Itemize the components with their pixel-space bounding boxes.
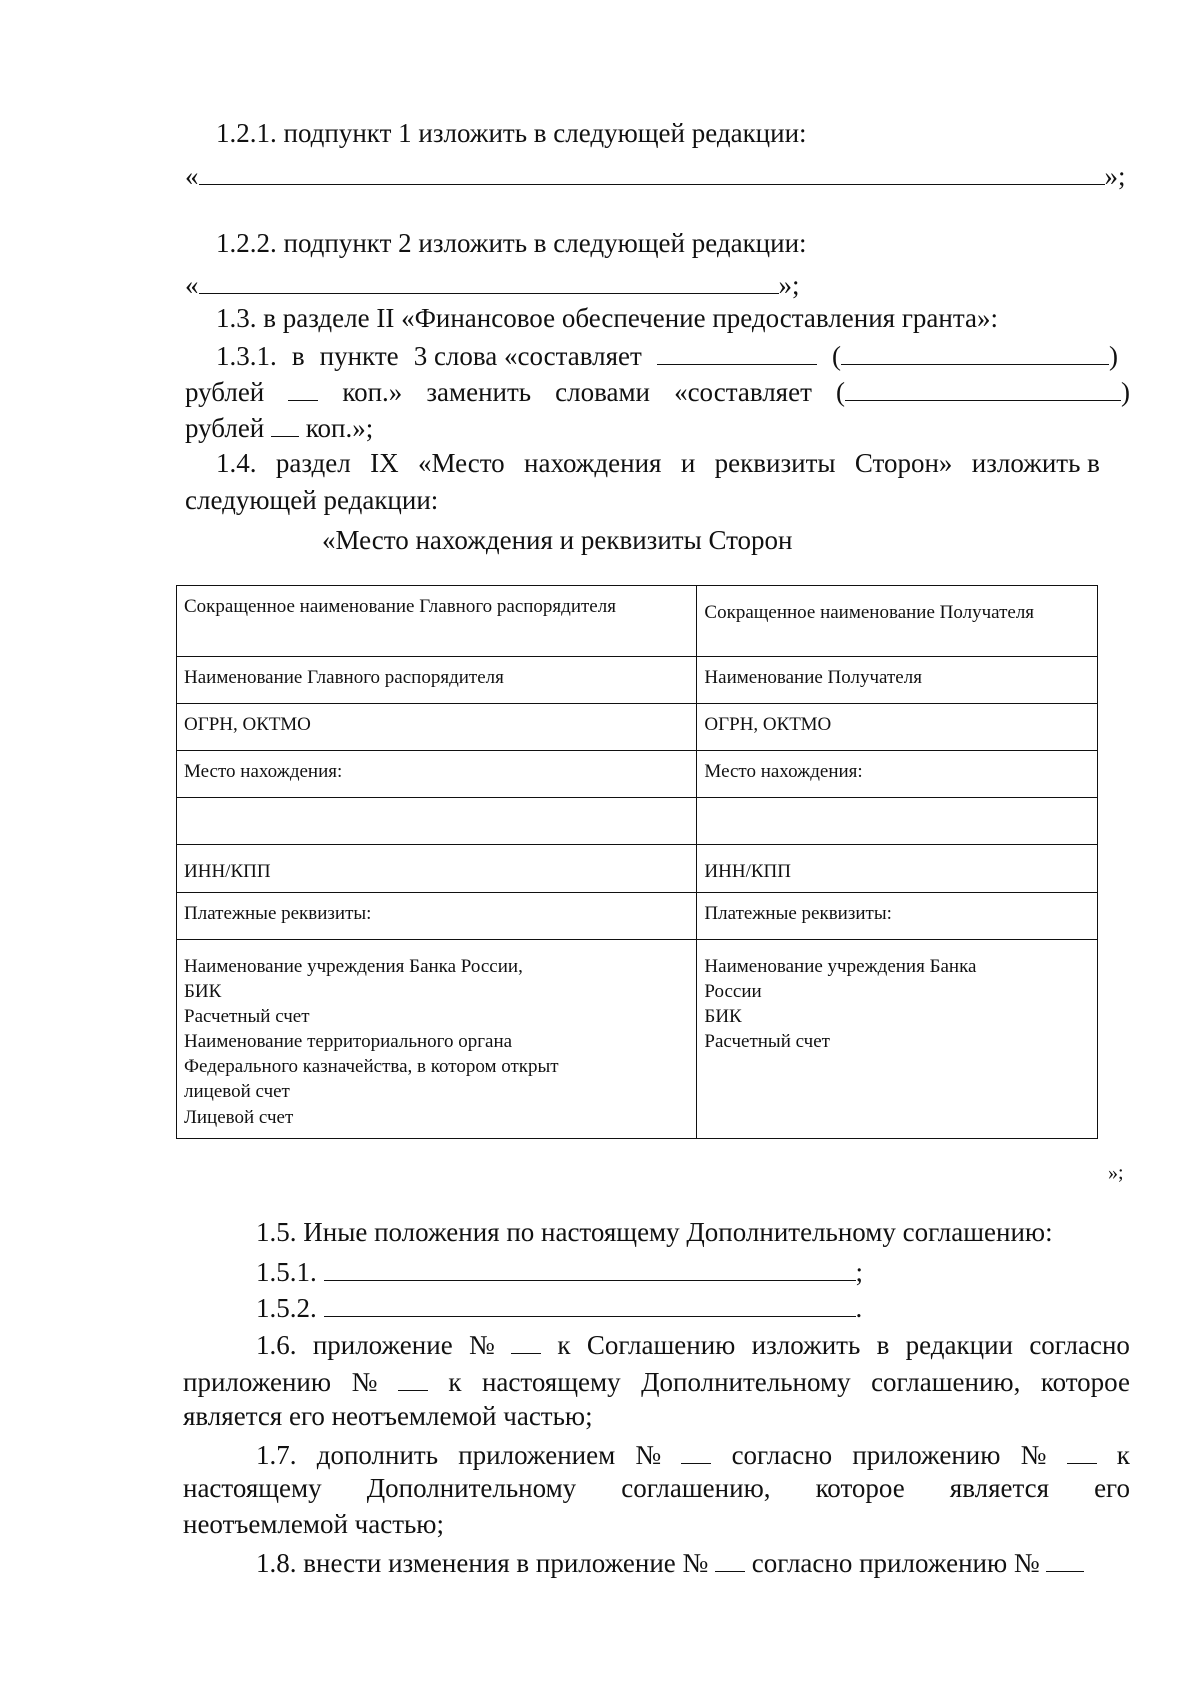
table-cell: ИНН/КПП <box>697 845 1098 893</box>
text: Дополнительному <box>641 1367 851 1397</box>
table-cell: Место нахождения: <box>697 751 1098 798</box>
table-row <box>177 940 1098 1139</box>
text: 3 слова «составляет <box>413 341 642 371</box>
text: 1.8. внести изменения в приложение № <box>256 1548 709 1578</box>
text: реквизиты <box>714 448 836 478</box>
table-cell: Платежные реквизиты: <box>697 893 1098 940</box>
number-blank <box>398 1366 428 1391</box>
paren: ( <box>832 341 841 371</box>
text: IX <box>370 448 399 478</box>
paragraph-1-7-line-3: неотъемлемой частью; <box>183 1509 444 1539</box>
paragraph-1-3-1-line-3 <box>185 412 373 442</box>
text: которое <box>815 1473 905 1503</box>
paragraph-1-2-1-fill <box>185 160 1126 190</box>
text: и <box>680 448 696 478</box>
text: 1.6. <box>256 1330 297 1360</box>
paragraph-1-4-line-1 <box>216 450 1100 477</box>
number-blank <box>1067 1439 1097 1464</box>
text: согласно приложению № <box>751 1548 1040 1578</box>
table-cell: Наименование Главного распорядителя <box>177 657 697 704</box>
table-title: «Место нахождения и реквизиты Сторон <box>322 525 793 555</box>
text: коп.»; <box>305 413 374 443</box>
open-quote: « <box>185 161 199 191</box>
paragraph-1-5: 1.5. Иные положения по настоящему Дополнительному соглашению: <box>256 1217 1053 1247</box>
text: 1.4. <box>216 448 257 478</box>
text: раздел <box>275 448 351 478</box>
text: настоящему <box>183 1473 322 1503</box>
text: приложению <box>183 1367 332 1397</box>
text: «составляет <box>674 377 812 407</box>
fill-blank <box>199 160 1105 185</box>
text: Лицевой счет <box>184 1106 294 1128</box>
paragraph-1-6-line-2 <box>183 1366 1130 1396</box>
text: . <box>855 1293 863 1323</box>
text: Наименование учреждения Банка <box>704 956 977 978</box>
text: является <box>949 1473 1050 1503</box>
table-row <box>177 751 1098 798</box>
open-quote: « <box>185 270 199 300</box>
amount-words-blank <box>841 340 1109 365</box>
paragraph-1-2-2: 1.2.2. подпункт 2 изложить в следующей редакции: <box>216 228 807 258</box>
table-cell <box>697 798 1098 845</box>
text: России <box>704 981 762 1003</box>
paragraph-1-4-line-2: следующей редакции: <box>185 485 439 515</box>
text: рублей <box>185 413 265 443</box>
text: рублей <box>185 377 265 407</box>
kop-blank <box>271 412 299 437</box>
paragraph-1-3-1-line-2 <box>185 376 1130 406</box>
requisites-table <box>176 585 1098 1139</box>
paragraph-1-7-line-1 <box>256 1439 1130 1469</box>
table-cell-bank-right <box>697 940 1098 1139</box>
table-row <box>177 893 1098 940</box>
text: Наименование учреждения Банка России, <box>184 956 523 978</box>
text: № <box>1020 1440 1047 1470</box>
amount-words-blank <box>845 376 1121 401</box>
table-cell <box>177 798 697 845</box>
table-row <box>177 657 1098 704</box>
number-blank <box>715 1547 745 1572</box>
text: № <box>351 1367 378 1397</box>
text: настоящему <box>481 1367 621 1397</box>
close-quote: »; <box>1104 161 1126 191</box>
text: к <box>448 1367 462 1397</box>
text: приложением <box>458 1440 616 1470</box>
table-row <box>177 798 1098 845</box>
text: редакции <box>905 1330 1013 1360</box>
text: коп.» <box>342 377 403 407</box>
text: Сторон» <box>854 448 953 478</box>
table-row <box>177 586 1098 657</box>
text: 1.7. <box>256 1440 297 1470</box>
text: изложить в <box>971 448 1100 478</box>
table-cell: Сокращенное наименование Получателя <box>697 586 1098 657</box>
table-cell: ИНН/КПП <box>177 845 697 893</box>
text: соглашению, <box>871 1367 1021 1397</box>
fill-blank <box>324 1292 856 1317</box>
kop-blank <box>288 376 318 401</box>
table-close-mark: »; <box>1108 1162 1124 1184</box>
table-row <box>177 845 1098 893</box>
fill-blank <box>199 269 779 294</box>
text: Соглашению <box>586 1330 736 1360</box>
text: которое <box>1040 1367 1130 1397</box>
paren: ( <box>835 377 845 407</box>
text: согласно <box>1029 1330 1130 1360</box>
text: 1.3.1. <box>216 341 277 371</box>
text: Дополнительному <box>366 1473 577 1503</box>
table-cell: Сокращенное наименование Главного распорядителя <box>177 586 697 657</box>
table-row <box>177 704 1098 751</box>
text: 1.5.2. <box>256 1293 317 1323</box>
text: изложить <box>751 1330 861 1360</box>
text: приложение <box>312 1330 453 1360</box>
number-blank <box>511 1329 541 1354</box>
text: соглашению, <box>621 1473 771 1503</box>
text: № <box>469 1330 495 1360</box>
text: пункте <box>319 341 399 371</box>
text: Федерального казначейства, в котором открыт <box>184 1056 559 1078</box>
text: БИК <box>184 981 222 1003</box>
paragraph-1-2-1: 1.2.1. подпункт 1 изложить в следующей редакции: <box>216 118 807 148</box>
text: в <box>291 341 305 371</box>
table-cell: Место нахождения: <box>177 751 697 798</box>
text: БИК <box>704 1006 742 1028</box>
paragraph-1-8 <box>256 1547 1084 1577</box>
amount-blank <box>657 340 817 365</box>
number-blank <box>1046 1547 1084 1572</box>
fill-blank <box>324 1256 856 1281</box>
close-quote: »; <box>778 270 800 300</box>
table-cell: ОГРН, ОКТМО <box>697 704 1098 751</box>
text: к <box>1116 1440 1130 1470</box>
text: в <box>876 1330 890 1360</box>
paragraph-1-6-line-3: является его неотъемлемой частью; <box>183 1401 593 1431</box>
paragraph-1-7-line-2 <box>183 1475 1130 1502</box>
paragraph-1-3-1-line-1 <box>216 340 1118 370</box>
paren: ) <box>1120 377 1130 407</box>
paragraph-1-5-1 <box>256 1256 863 1286</box>
text: Расчетный счет <box>184 1006 310 1028</box>
text: нахождения <box>524 448 662 478</box>
text: лицевой счет <box>184 1081 290 1103</box>
text: № <box>635 1440 662 1470</box>
text: согласно <box>731 1440 833 1470</box>
text: Расчетный счет <box>704 1031 830 1053</box>
text: ; <box>855 1257 864 1287</box>
paren: ) <box>1109 341 1118 371</box>
table-cell: Наименование Получателя <box>697 657 1098 704</box>
text: его <box>1094 1473 1130 1503</box>
table-cell: ОГРН, ОКТМО <box>177 704 697 751</box>
text: «Место <box>417 448 505 478</box>
text: к <box>557 1330 571 1360</box>
text: заменить <box>426 377 532 407</box>
text: дополнить <box>316 1440 439 1470</box>
text: приложению <box>852 1440 1001 1470</box>
text: словами <box>555 377 651 407</box>
paragraph-1-2-2-fill <box>185 269 800 299</box>
paragraph-1-6-line-1 <box>256 1329 1130 1359</box>
table-cell: Платежные реквизиты: <box>177 893 697 940</box>
number-blank <box>681 1439 711 1464</box>
table-cell-bank-left <box>177 940 697 1139</box>
text: 1.5.1. <box>256 1257 317 1287</box>
paragraph-1-5-2 <box>256 1292 862 1322</box>
paragraph-1-3: 1.3. в разделе II «Финансовое обеспечение предоставления гранта»: <box>216 303 998 333</box>
text: Наименование территориального органа <box>184 1031 513 1053</box>
